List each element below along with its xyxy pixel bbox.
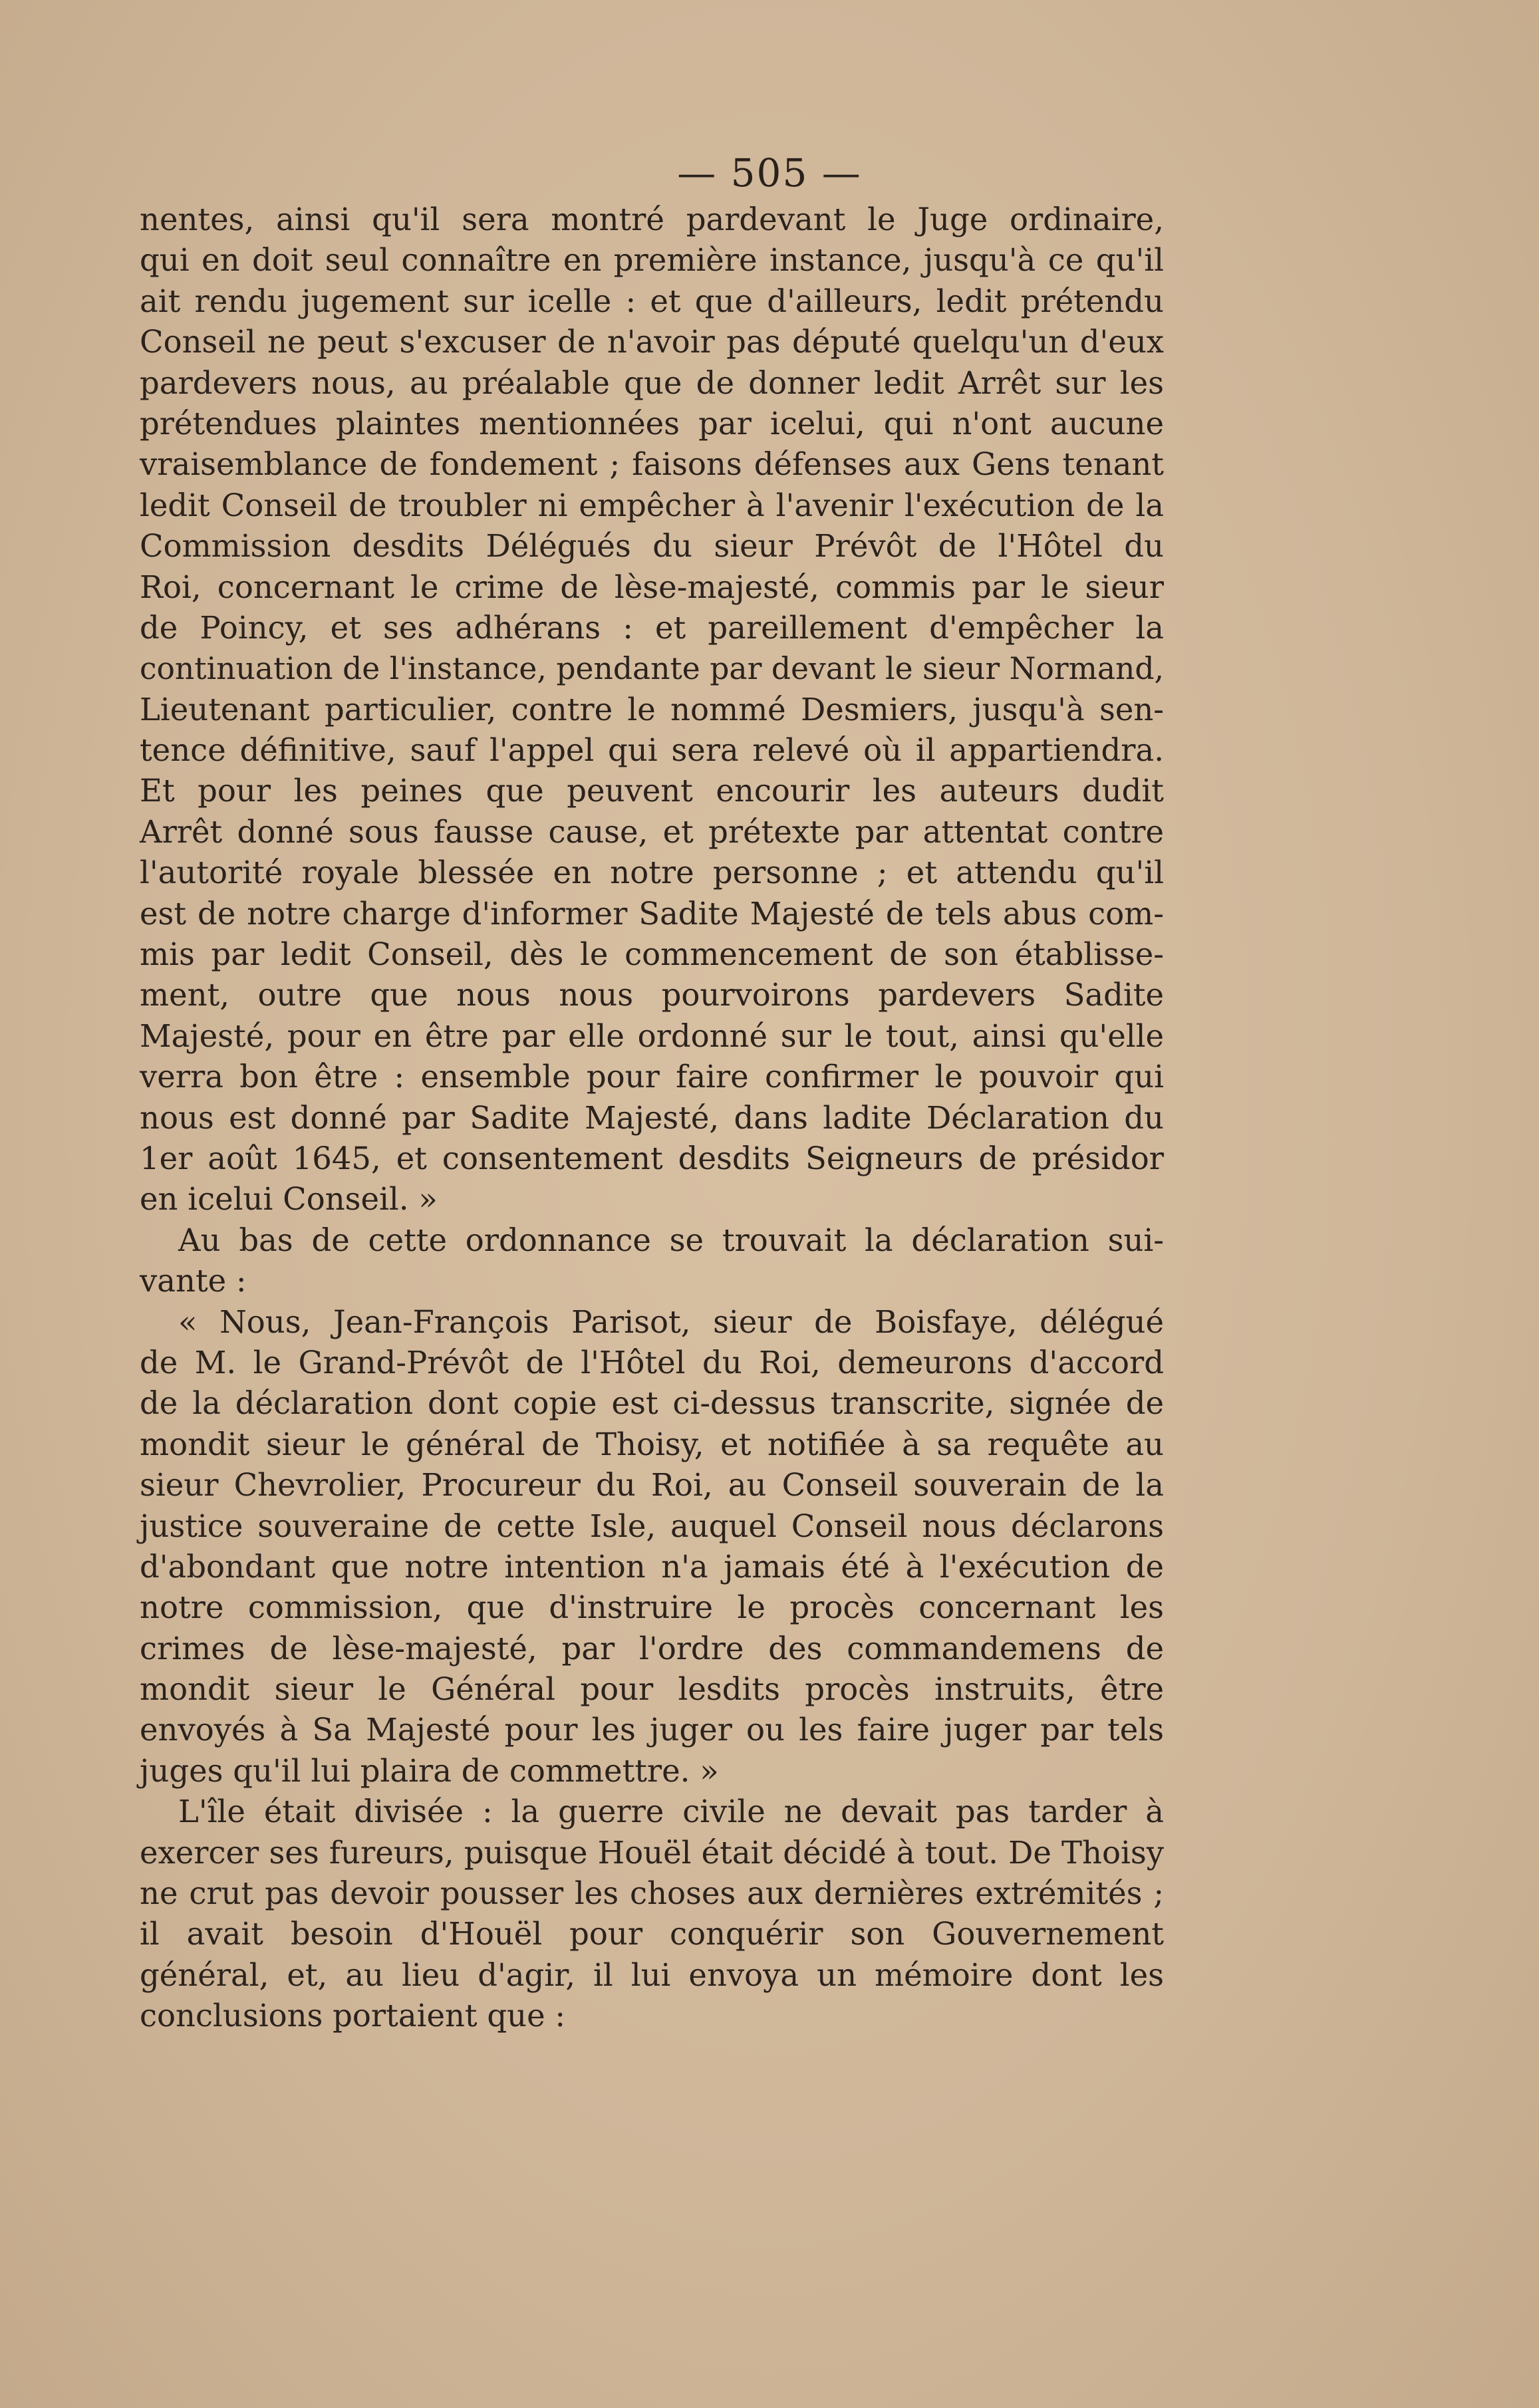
text-line: Conseil ne peut s'excuser de n'avoir pas député quelqu'un d'eux <box>140 324 1164 360</box>
text-line: exercer ses fureurs, puisque Houël était décidé à tout. De Thoisy <box>140 1834 1164 1871</box>
text-line: Commission desdits Délégués du sieur Prévôt de l'Hôtel du <box>140 528 1164 565</box>
text-line: « Nous, Jean-François Parisot, sieur de Boisfaye, délégué <box>178 1303 1164 1340</box>
text-line: nentes, ainsi qu'il sera montré pardevant le Juge ordinaire, <box>140 201 1164 237</box>
text-line: ne crut pas devoir pousser les choses aux dernières extrémités ; <box>140 1875 1164 1912</box>
text-line: Et pour les peines que peuvent encourir les auteurs dudit <box>140 773 1164 809</box>
text-line: notre commission, que d'instruire le procès concernant les <box>140 1589 1164 1626</box>
text-line: juges qu'il lui plaira de commettre. » <box>140 1752 719 1789</box>
text-line: ledit Conseil de troubler ni empêcher à l'avenir l'exécution de la <box>140 487 1164 523</box>
text-line: Arrêt donné sous fausse cause, et prétexte par attentat contre <box>140 813 1164 850</box>
text-line: ait rendu jugement sur icelle : et que d'ailleurs, ledit prétendu <box>140 283 1164 319</box>
text-line: Majesté, pour en être par elle ordonné sur le tout, ainsi qu'elle <box>140 1017 1164 1054</box>
text-line: conclusions portaient que : <box>140 1998 566 2034</box>
text-line: envoyés à Sa Majesté pour les juger ou les faire juger par tels <box>140 1712 1164 1748</box>
text-line: en icelui Conseil. » <box>140 1181 438 1218</box>
text-line: L'île était divisée : la guerre civile ne devait pas tarder à <box>178 1794 1164 1830</box>
text-line: est de notre charge d'informer Sadite Majesté de tels abus com- <box>140 895 1164 932</box>
text-line: pardevers nous, au préalable que de donner ledit Arrêt sur les <box>140 364 1164 401</box>
text-line: ment, outre que nous nous pourvoirons pardevers Sadite <box>140 977 1164 1013</box>
text-line: 1er août 1645, et consentement desdits Seigneurs de présidor <box>140 1140 1164 1176</box>
body-text <box>140 200 1164 2037</box>
text-line: l'autorité royale blessée en notre personne ; et attendu qu'il <box>140 855 1164 891</box>
text-line: vraisemblance de fondement ; faisons défenses aux Gens tenant <box>140 446 1164 483</box>
text-line: tence définitive, sauf l'appel qui sera relevé où il appartiendra. <box>140 732 1164 769</box>
text-line: prétendues plaintes mentionnées par icelui, qui n'ont aucune <box>140 405 1164 442</box>
text-line: mis par ledit Conseil, dès le commencement de son établisse- <box>140 936 1164 973</box>
text-line: d'abondant que notre intention n'a jamais été à l'exécution de <box>140 1548 1164 1585</box>
text-line: continuation de l'instance, pendante par devant le sieur Normand, <box>140 651 1164 687</box>
text-line: Au bas de cette ordonnance se trouvait la déclaration sui- <box>178 1222 1164 1258</box>
text-line: général, et, au lieu d'agir, il lui envoya un mémoire dont les <box>140 1956 1164 1993</box>
text-line: de Poincy, et ses adhérans : et pareillement d'empêcher la <box>140 609 1164 646</box>
text-line: nous est donné par Sadite Majesté, dans ladite Déclaration du <box>140 1099 1164 1136</box>
text-line: justice souveraine de cette Isle, auquel Conseil nous déclarons <box>140 1508 1164 1544</box>
text-line: mondit sieur le général de Thoisy, et notifiée à sa requête au <box>140 1426 1164 1462</box>
text-line: vante : <box>140 1263 247 1299</box>
page-number: — 505 — <box>677 150 862 196</box>
text-line: de M. le Grand-Prévôt de l'Hôtel du Roi, demeurons d'accord <box>140 1344 1164 1381</box>
text-line: qui en doit seul connaître en première instance, jusqu'à ce qu'il <box>140 242 1164 279</box>
text-line: de la déclaration dont copie est ci-dessus transcrite, signée de <box>140 1385 1164 1422</box>
text-line: sieur Chevrolier, Procureur du Roi, au Conseil souverain de la <box>140 1467 1164 1504</box>
text-line: verra bon être : ensemble pour faire confirmer le pouvoir qui <box>140 1059 1164 1095</box>
text-line: mondit sieur le Général pour lesdits procès instruits, être <box>140 1671 1164 1708</box>
text-line: Roi, concernant le crime de lèse-majesté, commis par le sieur <box>140 569 1164 605</box>
text-line: Lieutenant particulier, contre le nommé Desmiers, jusqu'à sen- <box>140 691 1164 728</box>
text-line: il avait besoin d'Houël pour conquérir son Gouvernement <box>140 1916 1164 1952</box>
text-line: crimes de lèse-majesté, par l'ordre des commandemens de <box>140 1630 1164 1667</box>
